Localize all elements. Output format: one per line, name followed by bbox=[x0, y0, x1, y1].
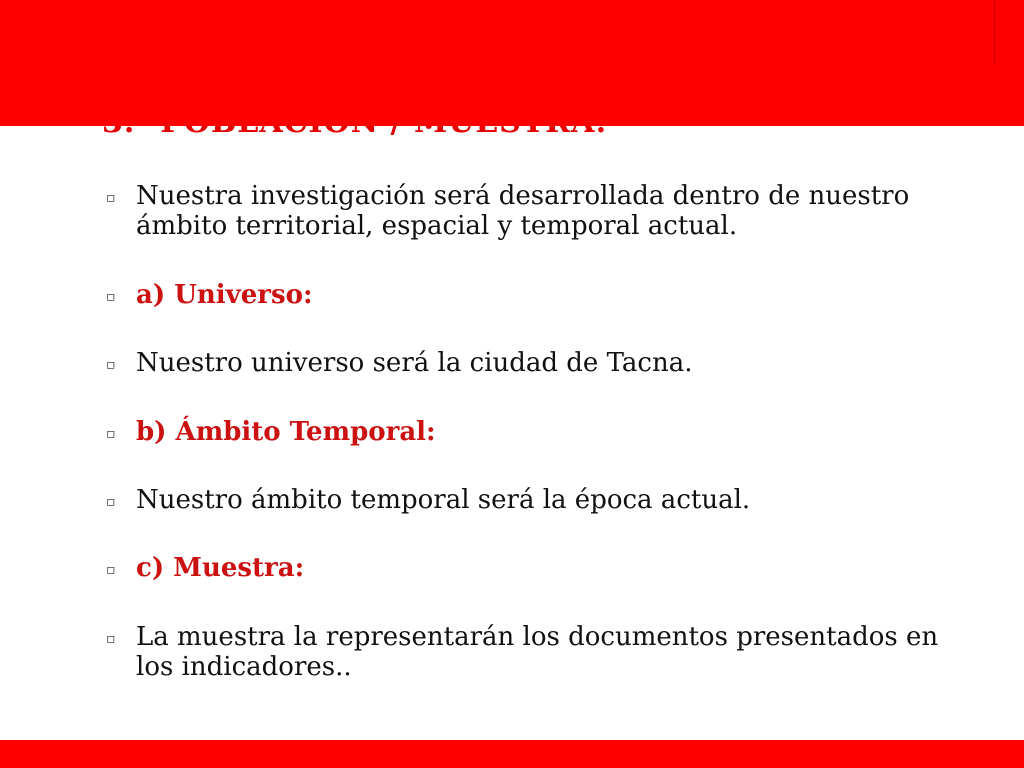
list-item-text: Nuestro universo será la ciudad de Tacna. bbox=[136, 348, 693, 378]
list-item-text: b) Ámbito Temporal: bbox=[136, 417, 436, 447]
list-item-intro bbox=[106, 181, 966, 241]
square-bullet-icon: ▫ bbox=[106, 494, 116, 510]
square-bullet-icon: ▫ bbox=[106, 426, 116, 442]
list-item-ambito-heading bbox=[106, 417, 966, 449]
list-item-text: a) Universo: bbox=[136, 280, 313, 310]
square-bullet-icon: ▫ bbox=[106, 631, 116, 647]
list-item-universo bbox=[106, 348, 966, 380]
square-bullet-icon: ▫ bbox=[106, 357, 116, 373]
top-red-band bbox=[0, 0, 1024, 126]
list-item-muestra bbox=[106, 622, 966, 682]
list-item-muestra-heading bbox=[106, 553, 966, 585]
list-item-text: c) Muestra: bbox=[136, 553, 305, 583]
list-item-text: Nuestro ámbito temporal será la época actual. bbox=[136, 485, 751, 515]
band-divider-line bbox=[994, 0, 995, 64]
list-item-text: Nuestra investigación será desarrollada dentro de nuestro ámbito territorial, espacial y temporal actual. bbox=[136, 181, 910, 241]
bottom-red-band bbox=[0, 740, 1024, 768]
list-item-ambito bbox=[106, 485, 966, 517]
square-bullet-icon: ▫ bbox=[106, 289, 116, 305]
square-bullet-icon: ▫ bbox=[106, 562, 116, 578]
list-item-universo-heading bbox=[106, 280, 966, 312]
square-bullet-icon: ▫ bbox=[106, 190, 116, 206]
list-item-text: La muestra la representarán los documentos presentados en los indicadores.. bbox=[136, 622, 939, 682]
